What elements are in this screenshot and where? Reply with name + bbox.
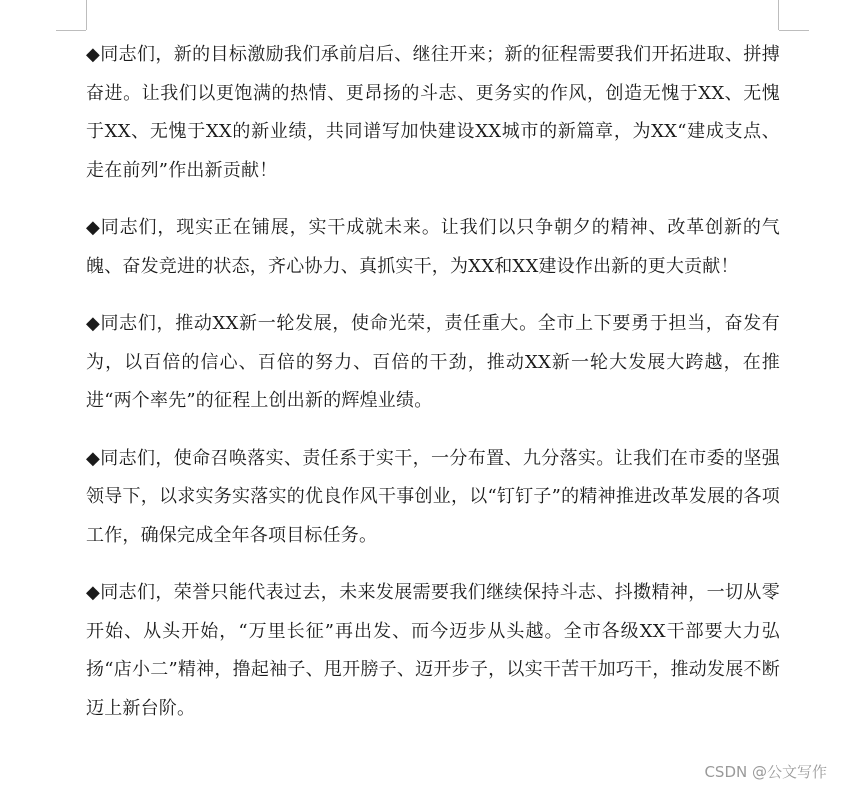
paragraph: ◆同志们，使命召唤落实、责任系于实干，一分布置、九分落实。让我们在市委的坚强领导下，以求实务实落实的优良作风干事创业，以“钉钉子”的精神推进改革发展的各项工作，确保完成全年各项目标任务。 (86, 447, 780, 546)
paragraph: ◆同志们，新的目标激励我们承前启后、继往开来；新的征程需要我们开拓进取、拼搏奋进。让我们以更饱满的热情、更昂扬的斗志、更务实的作风，创造无愧于XX、无愧于XX、无愧于XX的新业绩，共同谱写加快建设XX城市的新篇章，为XX“建成支点、走在前列”作出新贡献！ (86, 44, 780, 181)
crop-mark-top-left (86, 0, 87, 30)
crop-mark-top-right-horizontal (779, 30, 809, 31)
paragraph: ◆同志们，现实正在铺展，实干成就未来。让我们以只争朝夕的精神、改革创新的气魄、奋发竞进的状态，齐心协力、真抓实干，为XX和XX建设作出新的更大贡献！ (86, 217, 780, 277)
paragraph: ◆同志们，荣誉只能代表过去，未来发展需要我们继续保持斗志、抖擞精神，一切从零开始、从头开始，“万里长征”再出发、而今迈步从头越。全市各级XX干部要大力弘扬“店小二”精神，撸起袖子、甩开膀子、迈开步子，以实干苦干加巧干，推动发展不断迈上新台阶。 (86, 582, 780, 719)
crop-mark-top-left-horizontal (56, 30, 86, 31)
crop-mark-top-right (778, 0, 779, 30)
paragraph: ◆同志们，推动XX新一轮发展，使命光荣，责任重大。全市上下要勇于担当，奋发有为，以百倍的信心、百倍的努力、百倍的干劲，推动XX新一轮大发展大跨越，在推进“两个率先”的征程上创出新的辉煌业绩。 (86, 313, 780, 411)
watermark: CSDN @公文写作 (704, 763, 827, 781)
document-body (86, 36, 780, 728)
